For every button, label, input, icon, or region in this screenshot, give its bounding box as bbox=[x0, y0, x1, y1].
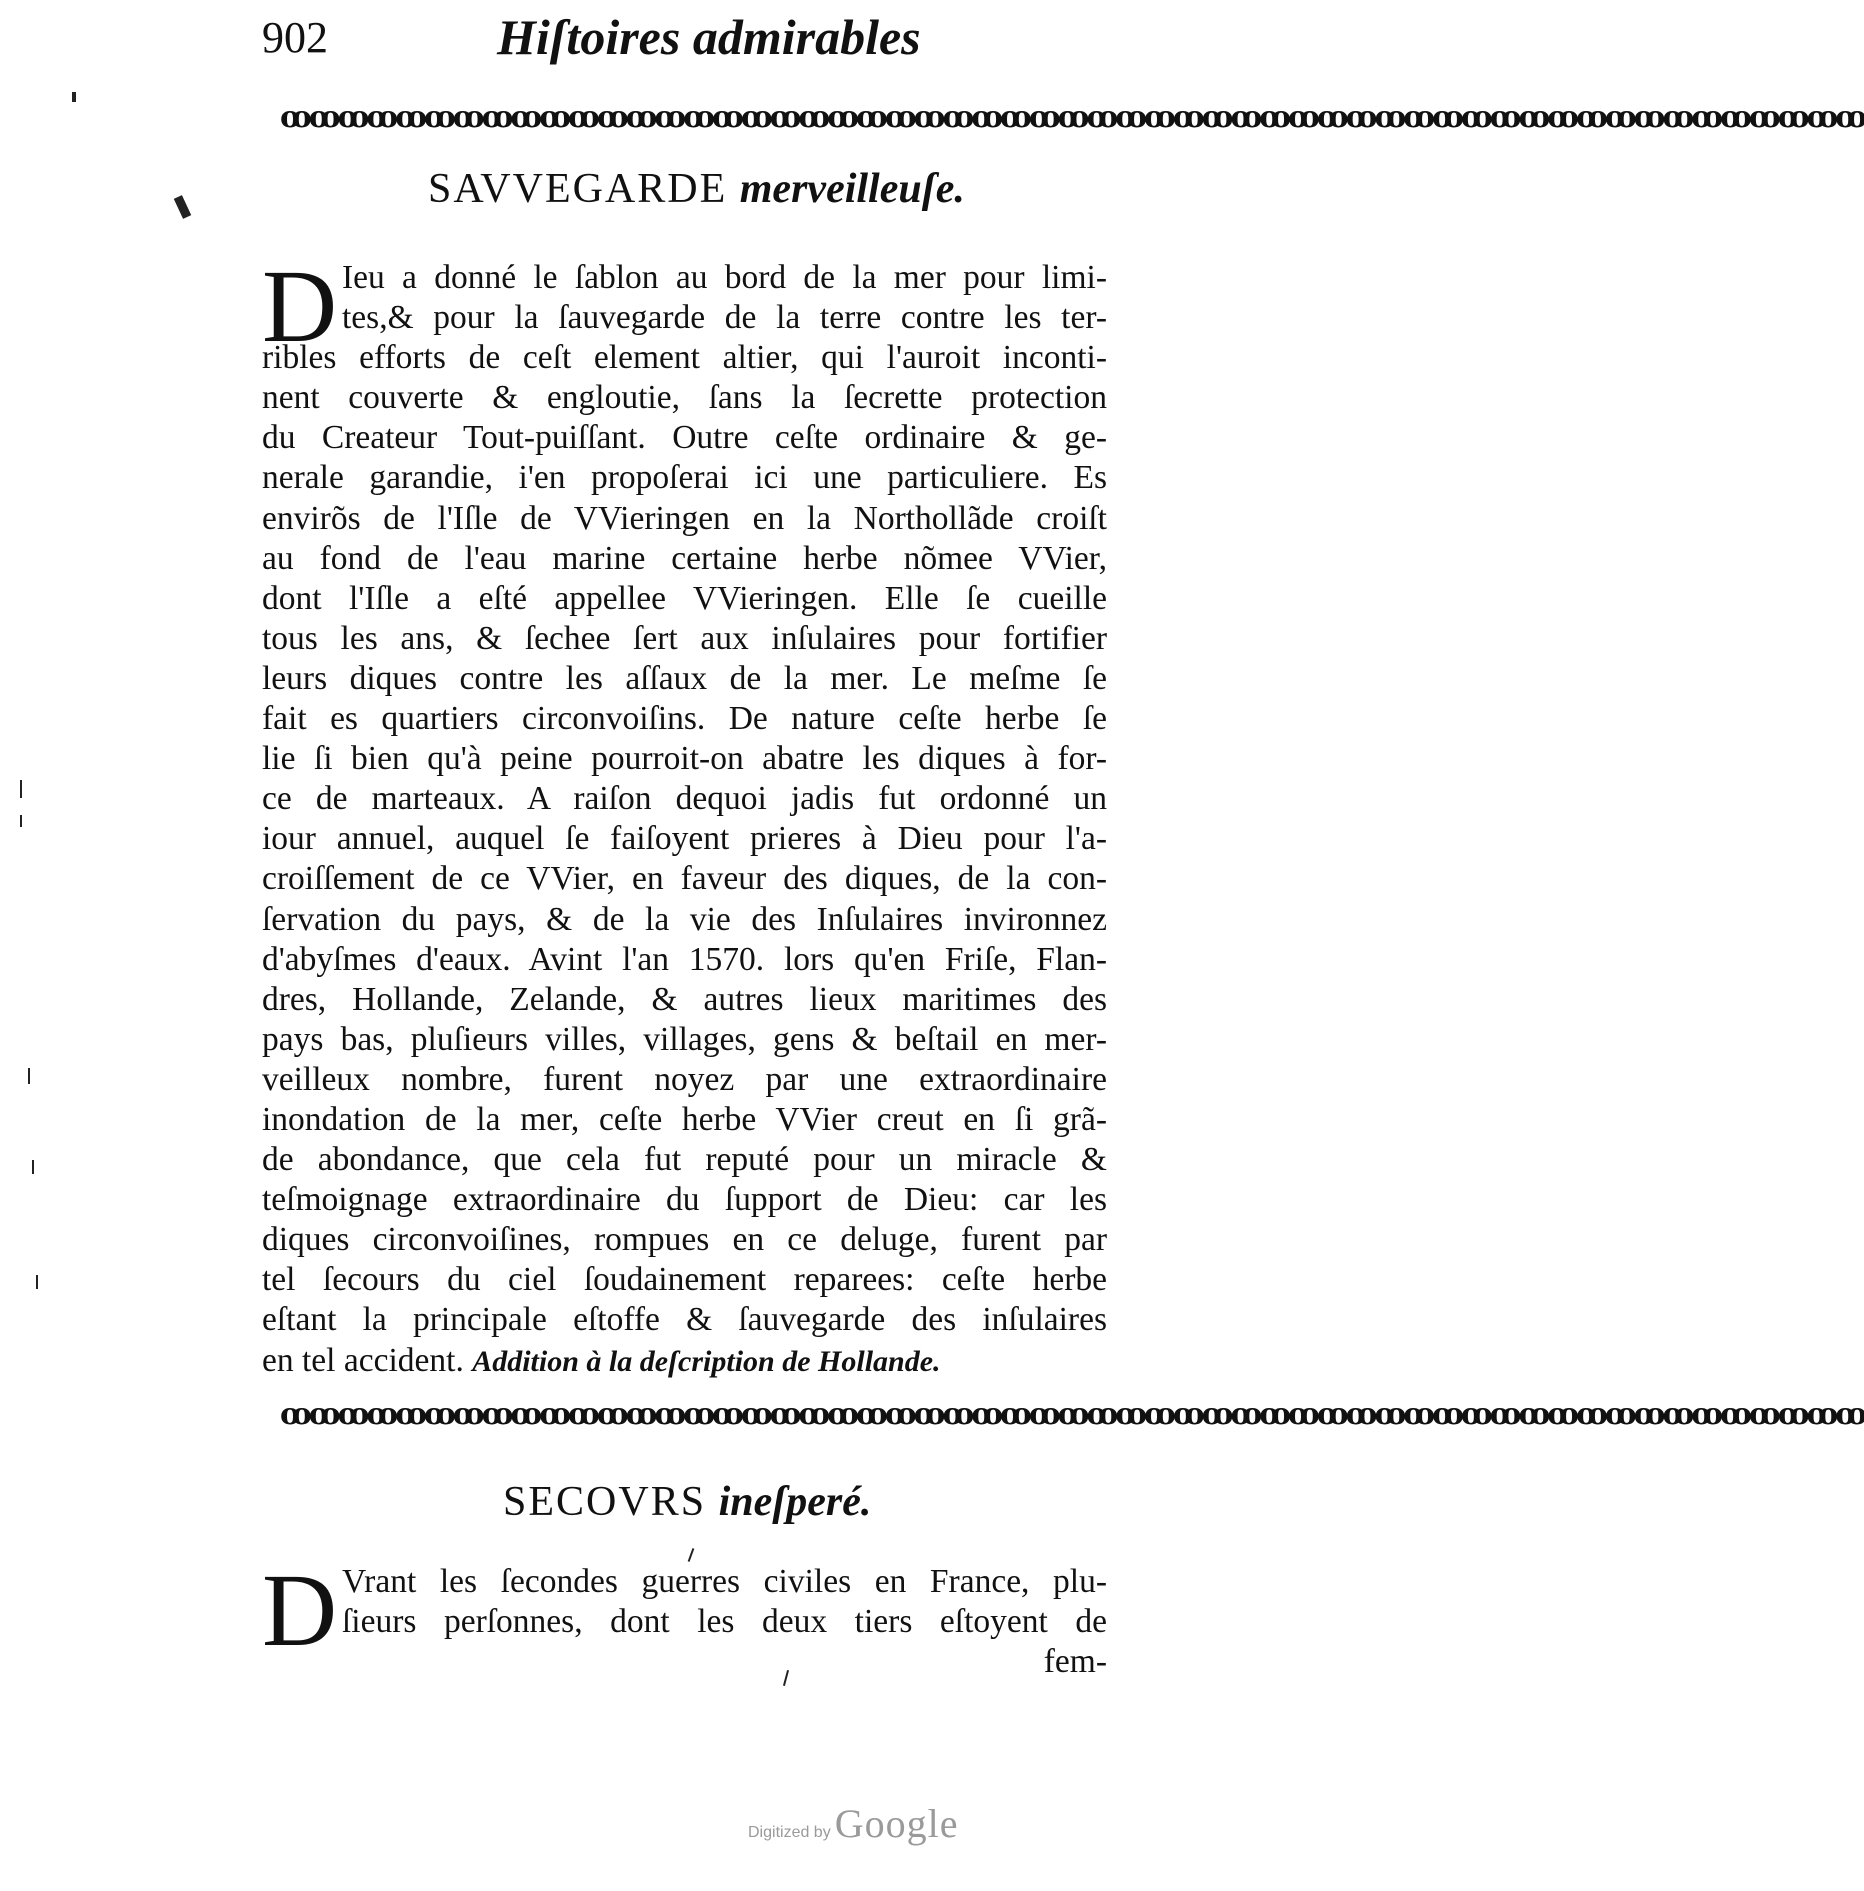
section1-line: eſtant la principale eſtoffe & ſauvegarde des inſulaires bbox=[262, 1301, 1107, 1339]
section1-line: dont l'Iſle a eſté appellee VVieringen. Elle ſe cueille bbox=[262, 579, 1107, 617]
running-title: Hiſtoires admirables bbox=[497, 9, 921, 65]
section1-line: du Createur Tout-puiſſant. Outre ceſte ordinaire & ge- bbox=[262, 419, 1107, 457]
section1-line: nent couverte & engloutie, ſans la ſecrette protection bbox=[262, 379, 1107, 417]
section1-line: nerale garandie, i'en propoſerai ici une particuliere. Es bbox=[262, 459, 1107, 497]
section1-final-line bbox=[262, 1341, 1107, 1381]
section1-line: diques circonvoiſines, rompues en ce deluge, furent par bbox=[262, 1221, 1107, 1259]
section1-line: iour annuel, auquel ſe faiſoyent prieres à Dieu pour l'a- bbox=[262, 820, 1107, 858]
catchword: fem- bbox=[1043, 1643, 1107, 1681]
section1-title-italic: merveilleuſe. bbox=[739, 166, 965, 212]
section1-line: ce de marteaux. A raiſon dequoi jadis fut ordonné un bbox=[262, 780, 1107, 818]
watermark-small: Digitized by bbox=[748, 1824, 831, 1841]
section1-title-caps: SAVVEGARDE bbox=[428, 166, 728, 212]
section1-line: d'abyſmes d'eaux. Avint l'an 1570. lors qu'en Friſe, Flan- bbox=[262, 940, 1107, 978]
section2-line: ſieurs perſonnes, dont les deux tiers eſtoyent de bbox=[342, 1603, 1107, 1641]
section1-line: fait es quartiers circonvoiſins. De nature ceſte herbe ſe bbox=[262, 700, 1107, 738]
section1-line: au fond de l'eau marine certaine herbe nõmee VVier, bbox=[262, 539, 1107, 577]
section2-title-italic: ineſperé. bbox=[718, 1479, 872, 1525]
section2-title bbox=[503, 1478, 871, 1526]
section2-line: Vrant les ſecondes guerres civiles en France, plu- bbox=[342, 1563, 1107, 1600]
ornament-band-middle: ꝏꝏꝏꝏꝏꝏꝏꝏꝏꝏꝏꝏꝏꝏꝏꝏꝏꝏꝏꝏꝏꝏꝏꝏꝏꝏꝏꝏꝏꝏꝏꝏꝏꝏꝏꝏꝏꝏꝏꝏꝏꝏꝏꝏꝏꝏꝏꝏꝏꝏꝏꝏꝏꝏꝏ bbox=[280, 1398, 1864, 1431]
section1-last-line: en tel accident. bbox=[262, 1341, 464, 1379]
section1-line: tous les ans, & ſechee ſert aux inſulaires pour fortifier bbox=[262, 619, 1107, 657]
section1-line: leurs diques contre les aſſaux de la mer. Le meſme ſe bbox=[262, 659, 1107, 697]
section1-line: teſmoignage extraordinaire du ſupport de Dieu: car les bbox=[262, 1181, 1107, 1219]
watermark-google: Google bbox=[834, 1801, 959, 1846]
section1-lines bbox=[262, 249, 1107, 1341]
section2-title-caps: SECOVRS bbox=[503, 1479, 707, 1525]
section1-body bbox=[262, 249, 1107, 1381]
section2-lines bbox=[262, 1562, 1107, 1642]
section2-body bbox=[262, 1553, 1107, 1682]
section2-drop-cap: D bbox=[262, 1553, 338, 1668]
section1-line: croiſſement de ce VVier, en faveur des diques, de la con- bbox=[262, 860, 1107, 898]
section1-line: tel ſecours du ciel ſoudainement reparees: ceſte herbe bbox=[262, 1261, 1107, 1299]
section1-line: tes,& pour la ſauvegarde de la terre contre les ter- bbox=[342, 299, 1107, 337]
section1-line: inondation de la mer, ceſte herbe VVier creut en ſi grã- bbox=[262, 1100, 1107, 1138]
section1-line: Ieu a donné le ſablon au bord de la mer pour limi- bbox=[342, 259, 1107, 296]
section1-line: ſervation du pays, & de la vie des Inſulaires invironnez bbox=[262, 900, 1107, 938]
section1-line: dres, Hollande, Zelande, & autres lieux maritimes des bbox=[262, 980, 1107, 1018]
section1-source-citation: Addition à la deſcription de Hollande. bbox=[472, 1344, 941, 1378]
section1-line: veilleux nombre, furent noyez par une extraordinaire bbox=[262, 1060, 1107, 1098]
page-number: 902 bbox=[262, 13, 328, 62]
google-watermark bbox=[748, 1800, 958, 1847]
section1-drop-cap: D bbox=[262, 249, 338, 364]
section1-line: pays bas, pluſieurs villes, villages, gens & beſtail en mer- bbox=[262, 1020, 1107, 1058]
section1-line: ribles efforts de ceſt element altier, qui l'auroit inconti- bbox=[262, 339, 1107, 377]
section1-title bbox=[428, 165, 965, 213]
ornament-band-top: ꝏꝏꝏꝏꝏꝏꝏꝏꝏꝏꝏꝏꝏꝏꝏꝏꝏꝏꝏꝏꝏꝏꝏꝏꝏꝏꝏꝏꝏꝏꝏꝏꝏꝏꝏꝏꝏꝏꝏꝏꝏꝏꝏꝏꝏꝏꝏꝏꝏꝏꝏꝏꝏꝏꝏ bbox=[280, 101, 1864, 134]
running-header bbox=[262, 8, 1107, 68]
section1-line: envirõs de l'Iſle de VVieringen en la Northollãde croiſt bbox=[262, 499, 1107, 537]
section1-line: lie ſi bien qu'à peine pourroit-on abatre les diques à for- bbox=[262, 740, 1107, 778]
section1-line: de abondance, que cela fut reputé pour un miracle & bbox=[262, 1141, 1107, 1179]
